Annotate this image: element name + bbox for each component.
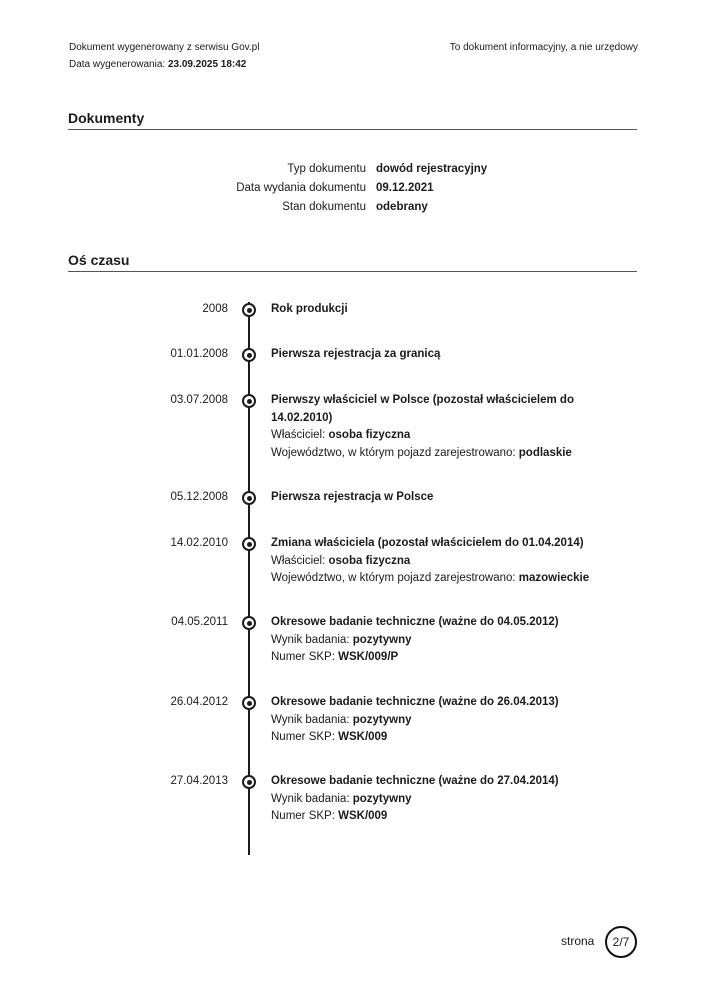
event-detail-value: pozytywny <box>352 792 412 805</box>
event-detail-label: Właściciel: <box>271 429 329 441</box>
generated-date <box>69 56 259 73</box>
event-detail-label: Województwo, w którym pojazd zarejestrowano: <box>271 446 519 459</box>
event-date: 14.02.2010 <box>170 537 228 549</box>
event-detail-label: Wynik badania: <box>271 633 353 646</box>
document-label: Data wydania dokumentu <box>236 182 366 194</box>
page-label: strona <box>561 934 595 948</box>
event-detail-label: Numer SKP: <box>271 810 339 822</box>
timeline-dot-icon <box>242 348 256 362</box>
timeline-dot-icon <box>242 491 256 505</box>
event-detail <box>271 570 611 588</box>
event-detail-value: podlaskie <box>518 446 572 459</box>
event-title: Okresowe badanie techniczne (ważne do 27.04.2014) <box>271 775 559 787</box>
event-detail <box>271 427 611 445</box>
document-label: Stan dokumentu <box>282 201 366 213</box>
timeline-dot-icon <box>242 775 256 789</box>
event-detail-value: osoba fizyczna <box>328 554 411 567</box>
event-date: 26.04.2012 <box>170 696 228 708</box>
generated-value: 23.09.2025 18:42 <box>167 59 247 70</box>
page-number-badge: 2/7 <box>605 926 637 958</box>
header-notice: To dokument informacyjny, a nie urzędowy <box>449 42 638 53</box>
event-detail <box>271 791 611 809</box>
event-detail <box>271 632 611 650</box>
event-detail-value: WSK/009 <box>338 731 388 743</box>
event-detail-value: WSK/009 <box>338 810 388 822</box>
event-title: Pierwsza rejestracja w Polsce <box>271 491 434 503</box>
document-row <box>0 163 707 182</box>
event-detail-label: Właściciel: <box>271 554 329 567</box>
timeline-line <box>248 302 250 855</box>
event-detail-value: pozytywny <box>352 633 412 646</box>
event-detail-label: Województwo, w którym pojazd zarejestrowano: <box>271 572 519 584</box>
event-body <box>271 392 611 462</box>
document-value: 09.12.2021 <box>376 182 434 194</box>
document-label: Typ dokumentu <box>287 163 366 175</box>
event-detail-label: Wynik badania: <box>271 792 353 805</box>
document-row <box>0 201 707 220</box>
event-detail-value: osoba fizyczna <box>328 429 411 441</box>
event-date: 03.07.2008 <box>170 394 228 406</box>
timeline-dot-icon <box>242 303 256 317</box>
documents-table <box>0 163 707 220</box>
event-detail-value: WSK/009/P <box>338 651 399 663</box>
generated-label: Data wygenerowania: <box>69 59 166 70</box>
event-body <box>271 614 611 667</box>
event-detail-value: mazowieckie <box>518 572 590 584</box>
event-detail <box>271 553 611 571</box>
event-body <box>271 773 611 826</box>
event-body <box>271 346 611 364</box>
section-title-timeline: Oś czasu <box>68 252 637 272</box>
event-title: Pierwsza rejestracja za granicą <box>271 348 441 360</box>
event-detail <box>271 729 611 747</box>
event-body <box>271 694 611 747</box>
timeline-dot-icon <box>242 616 256 630</box>
document-row <box>0 182 707 201</box>
event-detail-label: Numer SKP: <box>271 731 339 743</box>
header-left <box>69 39 259 73</box>
section-title-documents: Dokumenty <box>68 110 637 130</box>
event-detail <box>271 712 611 730</box>
timeline-dot-icon <box>242 696 256 710</box>
document-value: odebrany <box>376 201 428 213</box>
timeline-dot-icon <box>242 394 256 408</box>
event-detail <box>271 808 611 826</box>
timeline-dot-icon <box>242 537 256 551</box>
event-body <box>271 301 611 319</box>
event-title: Zmiana właściciela (pozostał właścicielem do 01.04.2014) <box>271 537 584 549</box>
event-date: 04.05.2011 <box>171 616 228 628</box>
event-date: 2008 <box>202 303 228 315</box>
source-text: Dokument wygenerowany z serwisu Gov.pl <box>69 42 260 53</box>
event-detail <box>271 649 611 667</box>
event-detail <box>271 445 611 463</box>
event-detail-label: Numer SKP: <box>271 651 339 663</box>
event-body <box>271 535 611 588</box>
event-body <box>271 489 611 507</box>
event-detail-value: pozytywny <box>352 713 412 726</box>
event-title: Okresowe badanie techniczne (ważne do 26.04.2013) <box>271 696 559 708</box>
document-value: dowód rejestracyjny <box>376 163 488 175</box>
event-detail-label: Wynik badania: <box>271 713 353 726</box>
event-date: 27.04.2013 <box>170 775 228 787</box>
event-title: Pierwszy właściciel w Polsce (pozostał właścicielem do 14.02.2010) <box>271 394 574 424</box>
event-date: 01.01.2008 <box>170 348 228 360</box>
event-title: Rok produkcji <box>271 303 348 315</box>
event-title: Okresowe badanie techniczne (ważne do 04.05.2012) <box>271 616 559 628</box>
event-date: 05.12.2008 <box>170 491 228 503</box>
